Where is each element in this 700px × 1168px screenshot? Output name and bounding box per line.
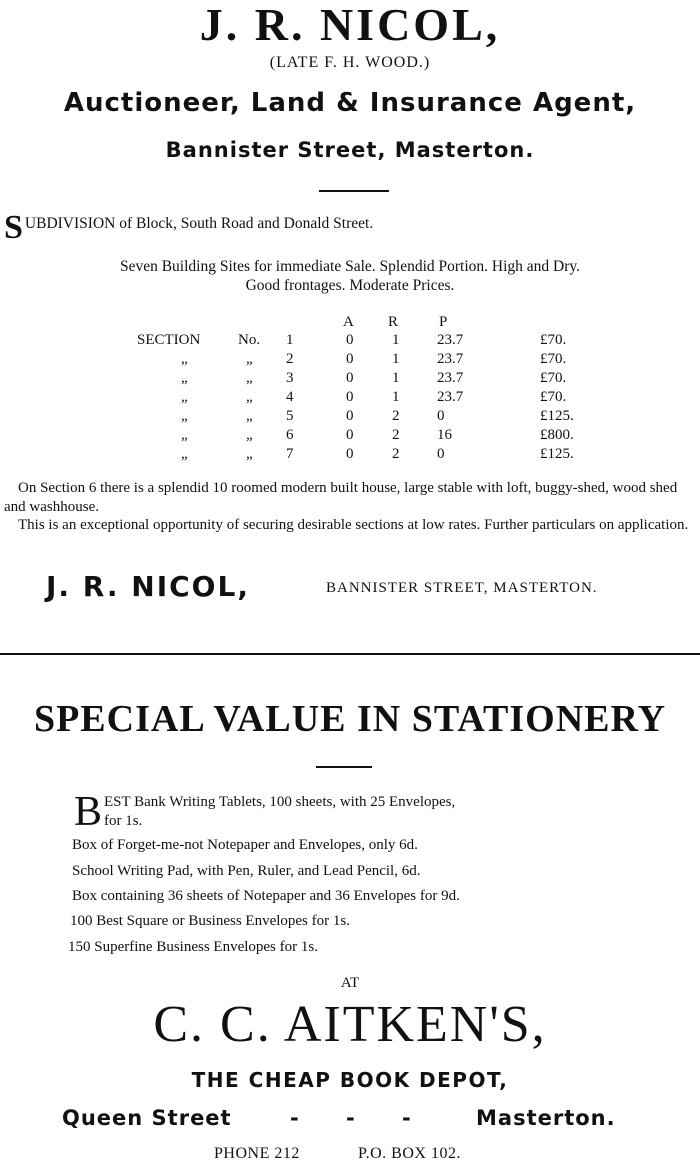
section-label: SECTION bbox=[137, 332, 201, 348]
street-name: Queen Street bbox=[62, 1106, 232, 1130]
aitken-heading: C. C. AITKEN'S, bbox=[153, 996, 547, 1053]
table-row: 3 bbox=[286, 370, 294, 386]
town-name: Masterton. bbox=[476, 1106, 616, 1130]
dash-leaders: - - - bbox=[290, 1106, 411, 1130]
frontage-line: Good frontages. Moderate Prices. bbox=[245, 277, 455, 294]
signature-name: J. R. NICOL, bbox=[46, 570, 250, 603]
table-row: 6 bbox=[286, 427, 294, 443]
header-p: P bbox=[439, 314, 448, 330]
at-line: AT bbox=[340, 975, 360, 991]
phone-number: PHONE 212 bbox=[214, 1145, 300, 1162]
opportunity-paragraph: This is an exceptional opportunity of securing desirable sections at low rates. Further particulars on application. bbox=[18, 517, 689, 533]
list-item: Box containing 36 sheets of Notepaper and 36 Envelopes for 9d. bbox=[72, 888, 460, 904]
sites-line: Seven Building Sites for immediate Sale. Splendid Portion. High and Dry. bbox=[119, 258, 581, 275]
list-item: School Writing Pad, with Pen, Ruler, and Lead Pencil, 6d. bbox=[72, 863, 421, 879]
late-wood-line: (LATE F. H. WOOD.) bbox=[269, 54, 431, 71]
depot-line: THE CHEAP BOOK DEPOT, bbox=[191, 1068, 509, 1092]
table-row: 5 bbox=[286, 408, 294, 424]
list-item: B EST Bank Writing Tablets, 100 sheets, with 25 Envelopes, for 1s. bbox=[74, 789, 456, 835]
table-row: 4 bbox=[286, 389, 294, 405]
section-label-column: SECTION „ „ „ „ „ „ bbox=[137, 332, 201, 462]
po-box: P.O. BOX 102. bbox=[358, 1145, 461, 1162]
price-column: £70. £70. £70. £70. £125. £800. £125. bbox=[540, 332, 574, 462]
header-a: A bbox=[343, 314, 354, 330]
no-label: No. bbox=[238, 332, 261, 348]
header-r: R bbox=[388, 314, 399, 330]
list-item: Box of Forget-me-not Notepaper and Envelopes, only 6d. bbox=[72, 837, 418, 853]
subdivision-heading bbox=[4, 209, 694, 246]
subdivision-text: UBDIVISION of Block, South Road and Donald Street. bbox=[24, 215, 374, 232]
table-row: 1 bbox=[286, 332, 294, 348]
section6-paragraph: On Section 6 there is a splendid 10 roomed modern built house, large stable with loft, buggy-shed, wood shed and washhouse. bbox=[4, 480, 678, 515]
stationery-title: SPECIAL VALUE IN STATIONERY bbox=[33, 698, 667, 740]
nicol-address-line: Bannister Street, Masterton. bbox=[165, 138, 535, 162]
drop-cap: S bbox=[4, 209, 23, 246]
nicol-heading: J. R. NICOL, bbox=[199, 0, 501, 50]
list-item: 150 Superfine Business Envelopes for 1s. bbox=[68, 939, 318, 955]
trade-line: Auctioneer, Land & Insurance Agent, bbox=[63, 88, 637, 118]
perches-column: 23.7 23.7 23.7 23.7 0 16 0 bbox=[437, 332, 464, 462]
drop-cap: B bbox=[74, 789, 103, 835]
divider-rule bbox=[319, 190, 389, 192]
no-label-column: No. „ „ „ „ „ „ bbox=[238, 332, 261, 462]
acres-column: 0 0 0 0 0 0 0 bbox=[346, 332, 354, 462]
ad-separator-rule bbox=[0, 653, 700, 655]
signature-address: BANNISTER STREET, MASTERTON. bbox=[326, 580, 598, 596]
divider-rule bbox=[316, 766, 372, 768]
table-row: 2 bbox=[286, 351, 294, 367]
list-item: 100 Best Square or Business Envelopes for 1s. bbox=[70, 913, 350, 929]
roods-column: 1 1 1 1 2 2 2 bbox=[392, 332, 400, 462]
section-number-column bbox=[286, 331, 294, 464]
table-row: 7 bbox=[286, 446, 294, 462]
